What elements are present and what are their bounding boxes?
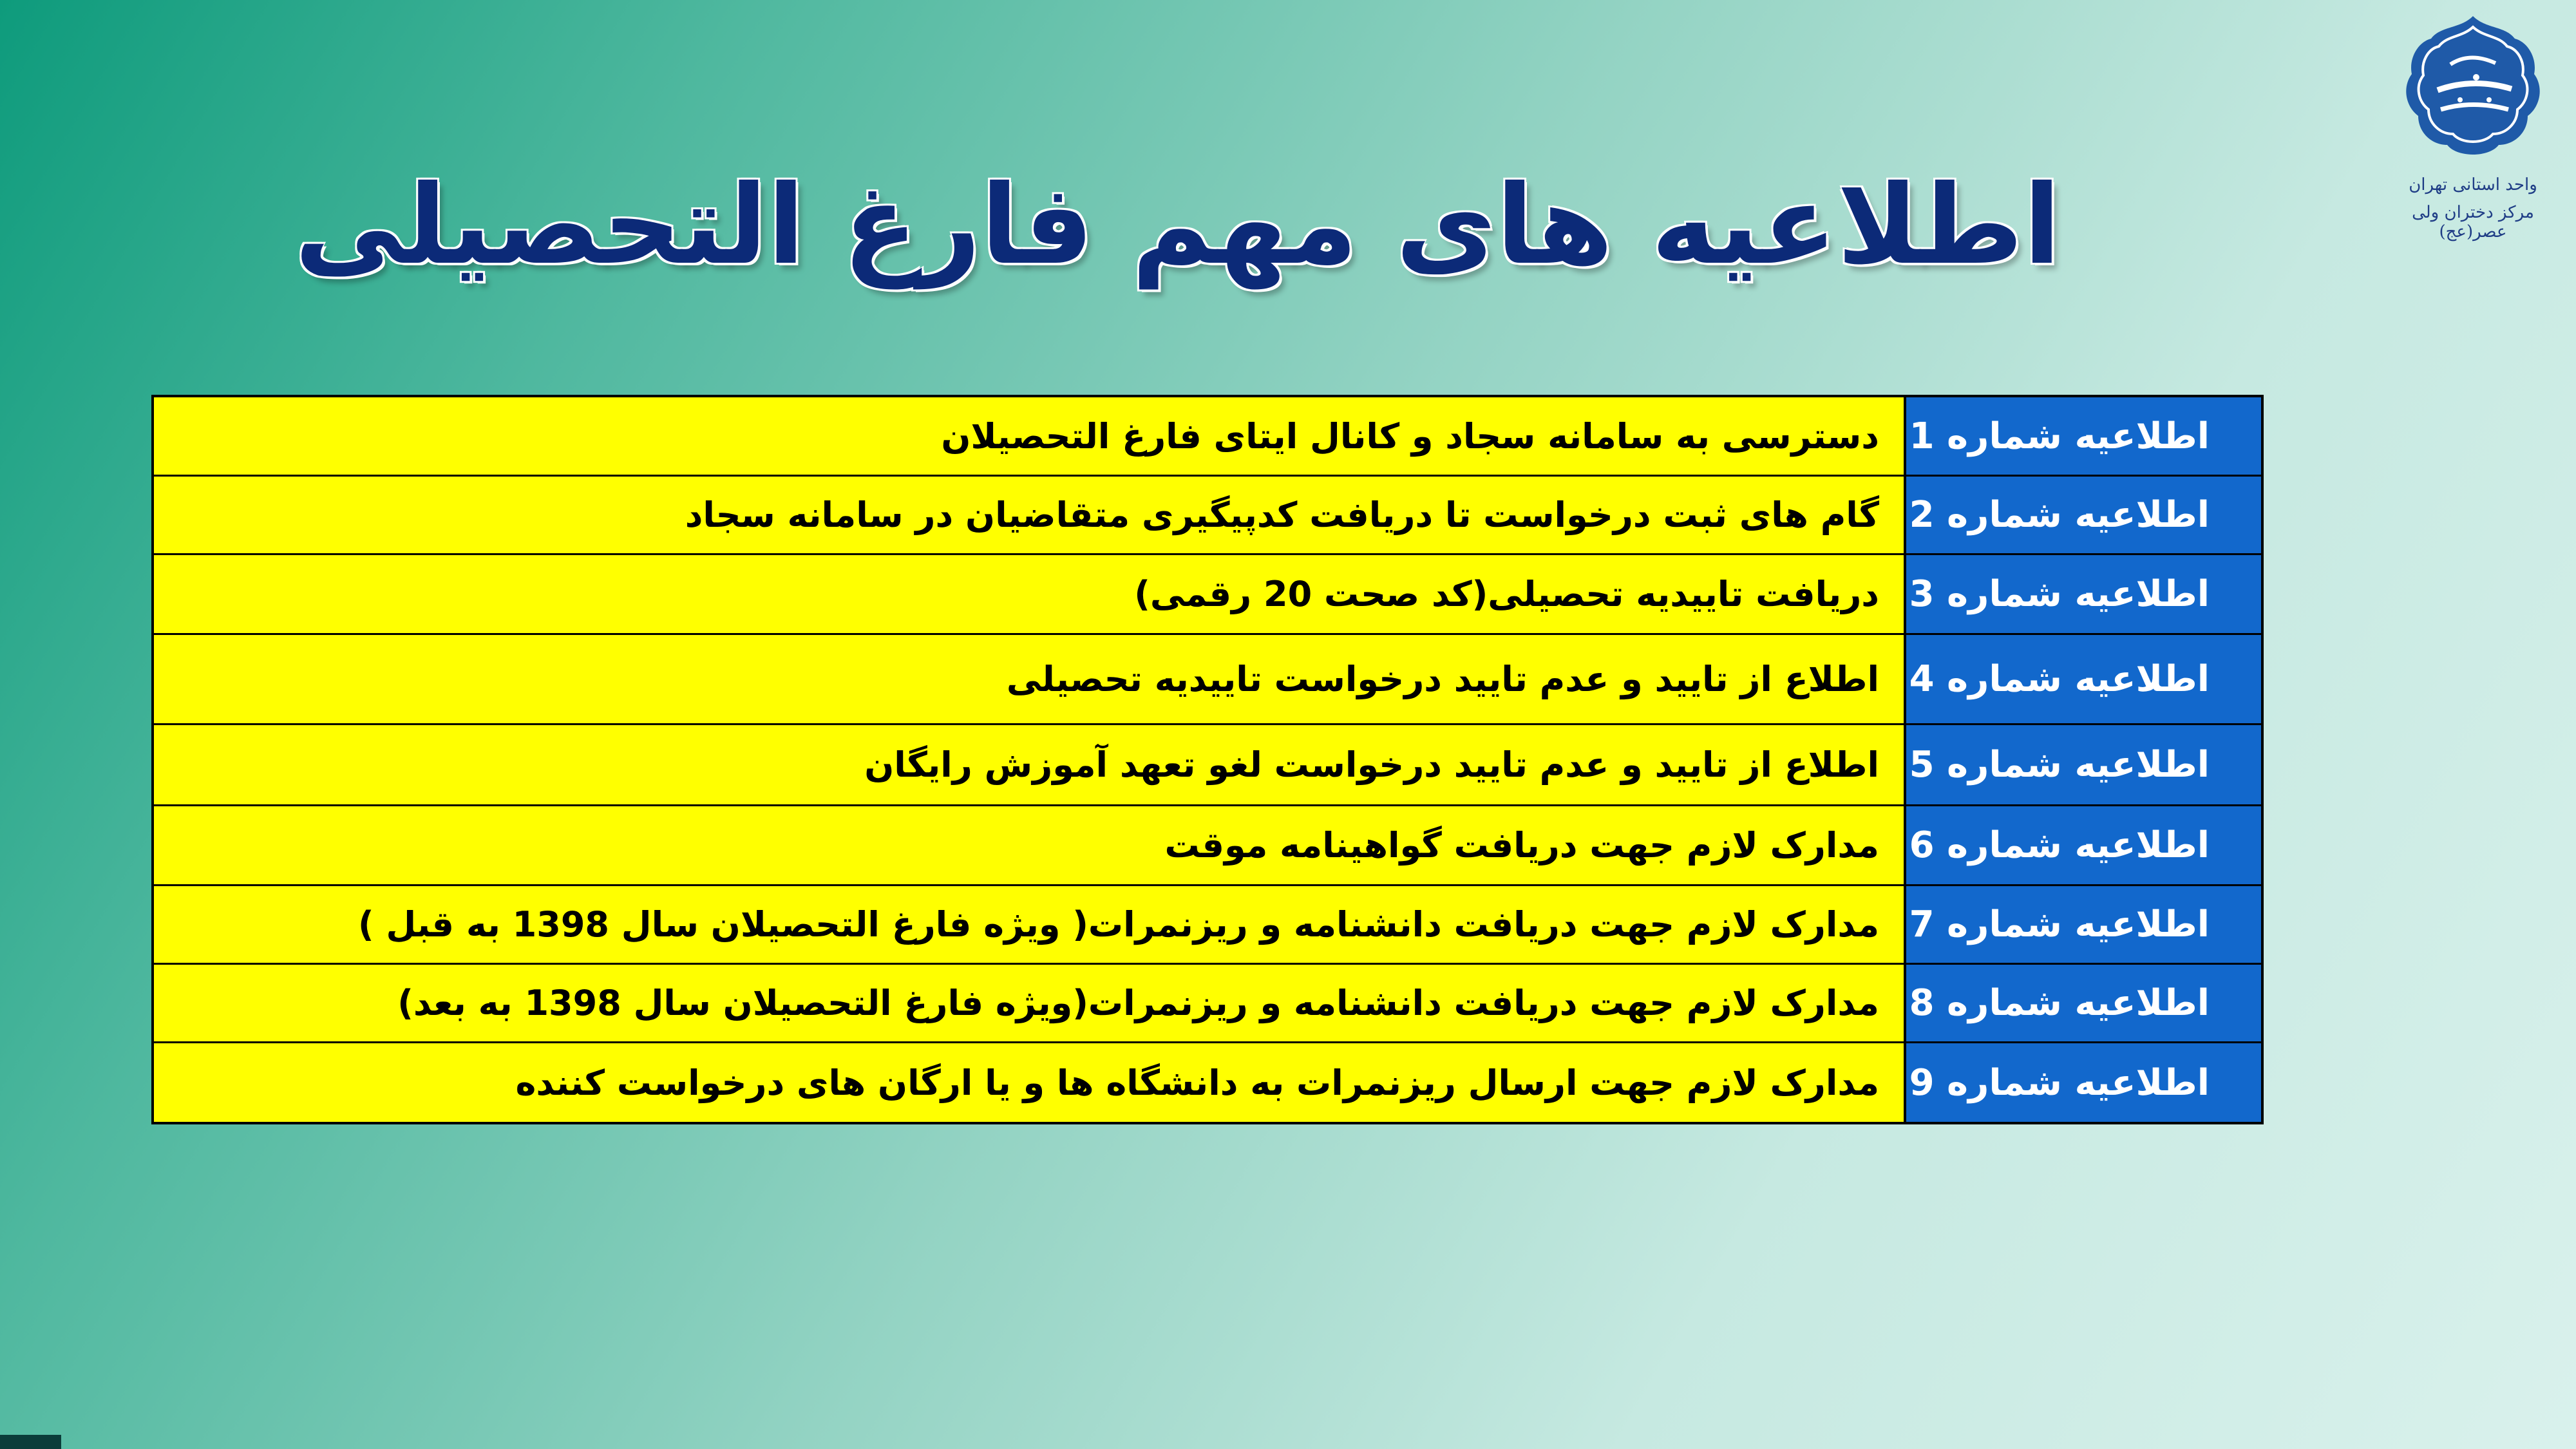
table-row xyxy=(154,635,2261,725)
announcement-label[interactable]: اطلاعیه شماره 7 xyxy=(1904,886,2261,963)
announcement-title[interactable]: دسترسی به سامانه سجاد و کانال ایتای فارغ التحصیلان xyxy=(154,397,1904,475)
announcement-label[interactable]: اطلاعیه شماره 9 xyxy=(1904,1043,2261,1122)
announcement-title[interactable]: مدارک لازم جهت دریافت دانشنامه و ریزنمرات(ویژه فارغ التحصیلان سال 1398 به بعد) xyxy=(154,965,1904,1041)
table-row xyxy=(154,477,2261,555)
announcement-label[interactable]: اطلاعیه شماره 6 xyxy=(1904,806,2261,884)
table-row xyxy=(154,397,2261,477)
announcement-label[interactable]: اطلاعیه شماره 1 xyxy=(1904,397,2261,475)
table-row xyxy=(154,886,2261,965)
announcement-title[interactable]: دریافت تاییدیه تحصیلی(کد صحت 20 رقمی) xyxy=(154,555,1904,633)
announcement-label[interactable]: اطلاعیه شماره 8 xyxy=(1904,965,2261,1041)
announcement-title[interactable]: مدارک لازم جهت ارسال ریزنمرات به دانشگاه ها و یا ارگان های درخواست کننده xyxy=(154,1043,1904,1122)
logo-line-1: واحد استانی تهران xyxy=(2409,175,2537,194)
university-logo xyxy=(2399,13,2547,245)
table-row xyxy=(154,555,2261,635)
table-row xyxy=(154,725,2261,806)
announcement-title[interactable]: مدارک لازم جهت دریافت دانشنامه و ریزنمرات( ویژه فارغ التحصیلان سال 1398 به قبل ) xyxy=(154,886,1904,963)
table-row xyxy=(154,965,2261,1043)
announcement-label[interactable]: اطلاعیه شماره 5 xyxy=(1904,725,2261,804)
announcements-table xyxy=(151,395,2264,1124)
announcement-title[interactable]: مدارک لازم جهت دریافت گواهینامه موقت xyxy=(154,806,1904,884)
announcement-title[interactable]: گام های ثبت درخواست تا دریافت کدپیگیری متقاضیان در سامانه سجاد xyxy=(154,477,1904,553)
logo-line-2: مرکز دختران ولی عصر(عج) xyxy=(2412,203,2534,242)
table-row xyxy=(154,1043,2261,1122)
announcement-label[interactable]: اطلاعیه شماره 2 xyxy=(1904,477,2261,553)
announcement-title[interactable]: اطلاع از تایید و عدم تایید درخواست لغو تعهد آموزش رایگان xyxy=(154,725,1904,804)
page-title: اطلاعیه های مهم فارغ التحصیلی xyxy=(294,162,2061,289)
table-row xyxy=(154,806,2261,886)
announcement-label[interactable]: اطلاعیه شماره 3 xyxy=(1904,555,2261,633)
emblem-icon xyxy=(2399,13,2547,167)
announcement-label[interactable]: اطلاعیه شماره 4 xyxy=(1904,635,2261,723)
footer-watermark xyxy=(0,1435,61,1449)
announcement-title[interactable]: اطلاع از تایید و عدم تایید درخواست تاییدیه تحصیلی xyxy=(154,635,1904,723)
